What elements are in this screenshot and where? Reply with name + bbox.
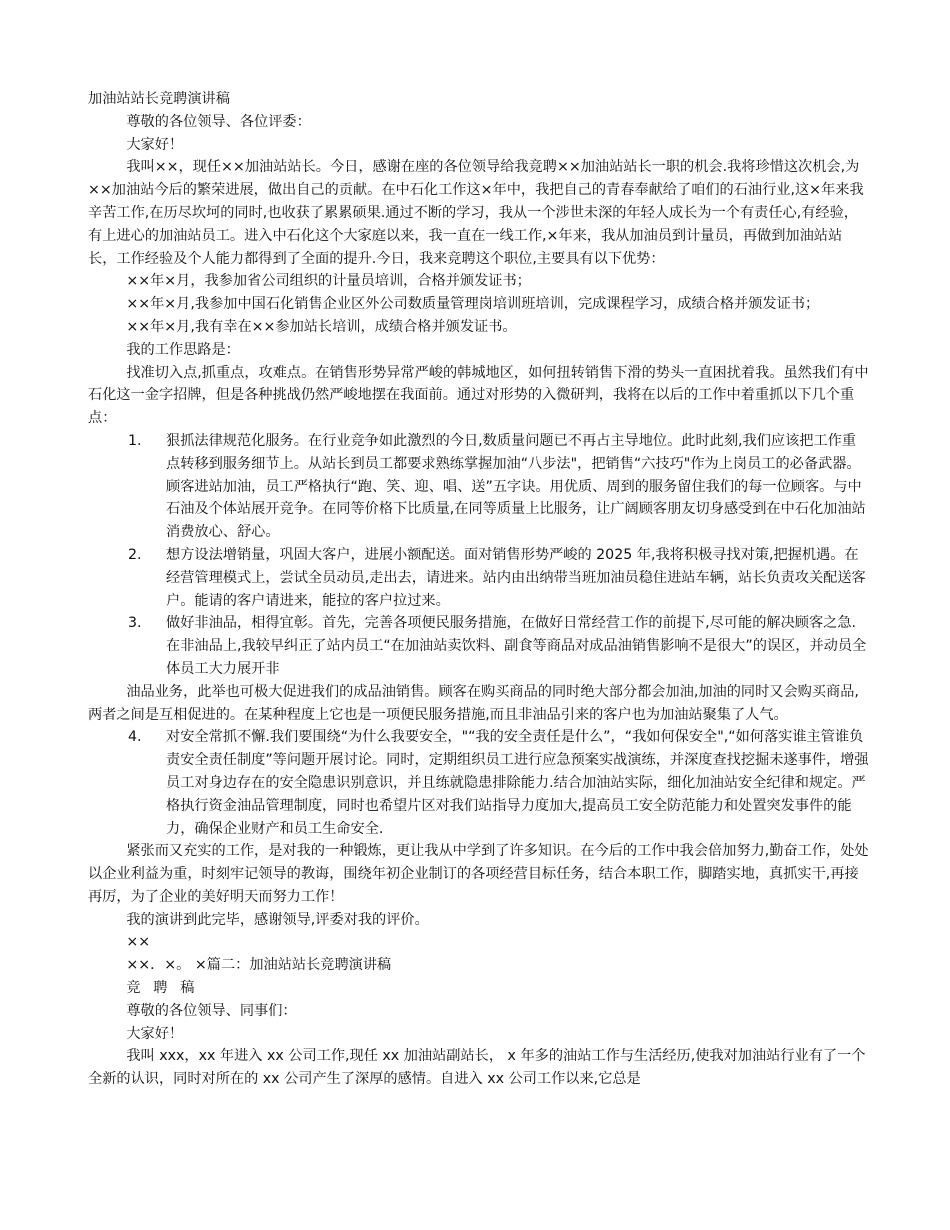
thanks-paragraph: 我的演讲到此完毕，感谢领导,评委对我的评价。 — [126, 911, 429, 928]
part2-intro-paragraph: 我叫 xxx，xx 年进入 xx 公司工作,现任 xx 加油站副站长， x 年多的油站工作与生活经历,使我对加油站行业有了一个全新的认识，同时对所在的 xx 公司产生了深厚的感情。自进入 xx 公司工作以来,它总是 — [88, 1048, 866, 1088]
part2-heading-text: 竞聘稿 — [126, 980, 208, 997]
list-item-text: 想方设法增销量，巩固大客户，进展小额配送。面对销售形势严峻的 2025 年,我将积极寻找对策,把握机遇。在经营管理模式上，尝试全员动员,走出去，请进来。站内由出纳带当班加油员稳住进站车辆，站长负责攻关配送客户。能请的客户请进来，能拉的客户拉过来。 — [166, 546, 866, 609]
greeting-paragraph-2: 尊敬的各位领导、同事们： — [126, 1002, 297, 1019]
part2-heading — [88, 977, 870, 1000]
advantage-2: ××年×月,我参加中国石化销售企业区外公司数质量管理岗培训班培训，完成课程学习，成绩合格并颁发证书； — [126, 296, 820, 313]
list-item — [88, 544, 870, 612]
list-item-text: 做好非油品，相得宜彰。首先，完善各项便民服务措施，在做好日常经营工作的前提下,尽可能的解决顾客之急.在非油品上,我较早纠正了站内员工“在加油站卖饮料、副食等商品对成品油销售影响不是很大”的误区，并动员全体员工大力展开非 — [166, 615, 867, 677]
list-item — [88, 612, 870, 680]
closing-paragraph: 紧张而又充实的工作，是对我的一种锻炼，更让我从中学到了许多知识。在今后的工作中我会倍加努力,勤奋工作，处处以企业利益为重，时刻牢记领导的教诲，围绕年初企业制订的各项经营目标任务，结合本职工作，脚踏实地，真抓实干,再接再厉，为了企业的美好明天而努力工作！ — [88, 843, 869, 905]
list-item — [88, 430, 870, 544]
advantage-3: ××年×月,我有幸在××参加站长培训，成绩合格并颁发证书。 — [126, 318, 517, 335]
document-title: 加油站站长竞聘演讲稿 — [88, 91, 230, 107]
list-item-text: 狠抓法律规范化服务。在行业竞争如此激烈的今日,数质量问题已不再占主导地位。此时此刻,我们应该把工作重点转移到服务细节上。从站长到员工都要求熟练掌握加油“八步法"，把销售“六技巧"作为上岗员工的必备武器。顾客进站加油，员工严格执行“跑、笑、迎、唱、送”五字诀。用优质、周到的服务留住我们的每一位顾客。与中石油及个体站展开竞争。在同等价格下比质量,在同等质量上比服务，让广阔顾客朋友切身感受到在中石化加油站消费放心、舒心。 — [166, 432, 866, 541]
list-item-text: 对安全常抓不懈.我们要围绕“为什么我要安全，"“我的安全责任是什么”，“我如何保安全",“如何落实谁主管谁负责安全责任制度”等问题开展讨论。同时，定期组织员工进行应急预案实战演练，并深度查找挖掘未遂事件，增强员工对身边存在的安全隐患识别意识，并且练就隐患排除能力.结合加油站实际，细化加油站安全纪律和规定。严格执行资金油品管理制度，同时也希望片区对我们站指导力度加大,提高员工安全防范能力和处置突发事件的能力，确保企业财产和员工生命安全. — [166, 729, 869, 837]
list-item-number: 1. — [128, 432, 142, 449]
greeting-paragraph: 尊敬的各位领导、各位评委： — [126, 113, 311, 130]
list-item-number: 2. — [128, 546, 142, 563]
thinking-paragraph: 我的工作思路是： — [126, 341, 240, 358]
intro-paragraph: 我叫××，现任××加油站站长。今日，感谢在座的各位领导给我竞聘××加油站站长一职的机会.我将珍惜这次机会,为××加油站今后的繁荣进展，做出自己的贡献。在中石化工作这×年中，我把自己的青春奉献给了咱们的石油行业,这×年来我辛苦工作,在历尽坎坷的同时,也收获了累累硕果.通过不断的学习，我从一个涉世未深的年轻人成长为一个有责任心,有经验，有上进心的加油站员工。进入中石化这个大家庭以来，我一直在一线工作,×年来，我从加油员到计量员，再做到加油站站长，工作经验及个人能力都得到了全面的提升.今日，我来竞聘这个职位,主要具有以下优势： — [88, 159, 864, 267]
list-item — [88, 726, 870, 840]
hello-paragraph: 大家好！ — [126, 136, 184, 153]
hello-paragraph-2: 大家好！ — [126, 1025, 184, 1042]
nonoil-paragraph: 油品业务，此举也可极大促进我们的成品油销售。顾客在购买商品的同时绝大部分都会加油,加油的同时又会购买商品,两者之间是互相促进的。在某种程度上它也是一项便民服务措施,而且非油品引来的客户也为加油站聚集了人气。 — [88, 683, 859, 723]
approach-paragraph: 找准切入点,抓重点，攻难点。在销售形势异常严峻的韩城地区，如何扭转销售下滑的势头一直困扰着我。虽然我们有中石化这一金字招牌，但是各种挑战仍然严峻地摆在我面前。通过对形势的入微研判，我将在以后的工作中着重抓以下几个重点： — [88, 364, 869, 427]
advantage-1: ××年×月，我参加省公司组织的计量员培训，合格并颁发证书； — [126, 273, 531, 290]
document-body — [88, 88, 870, 1091]
dateline: ××．×。 ×篇二：加油站站长竞聘演讲稿 — [126, 957, 392, 974]
list-item-number: 4. — [128, 729, 142, 746]
signature: ×× — [126, 934, 151, 951]
list-item-number: 3. — [128, 615, 142, 632]
